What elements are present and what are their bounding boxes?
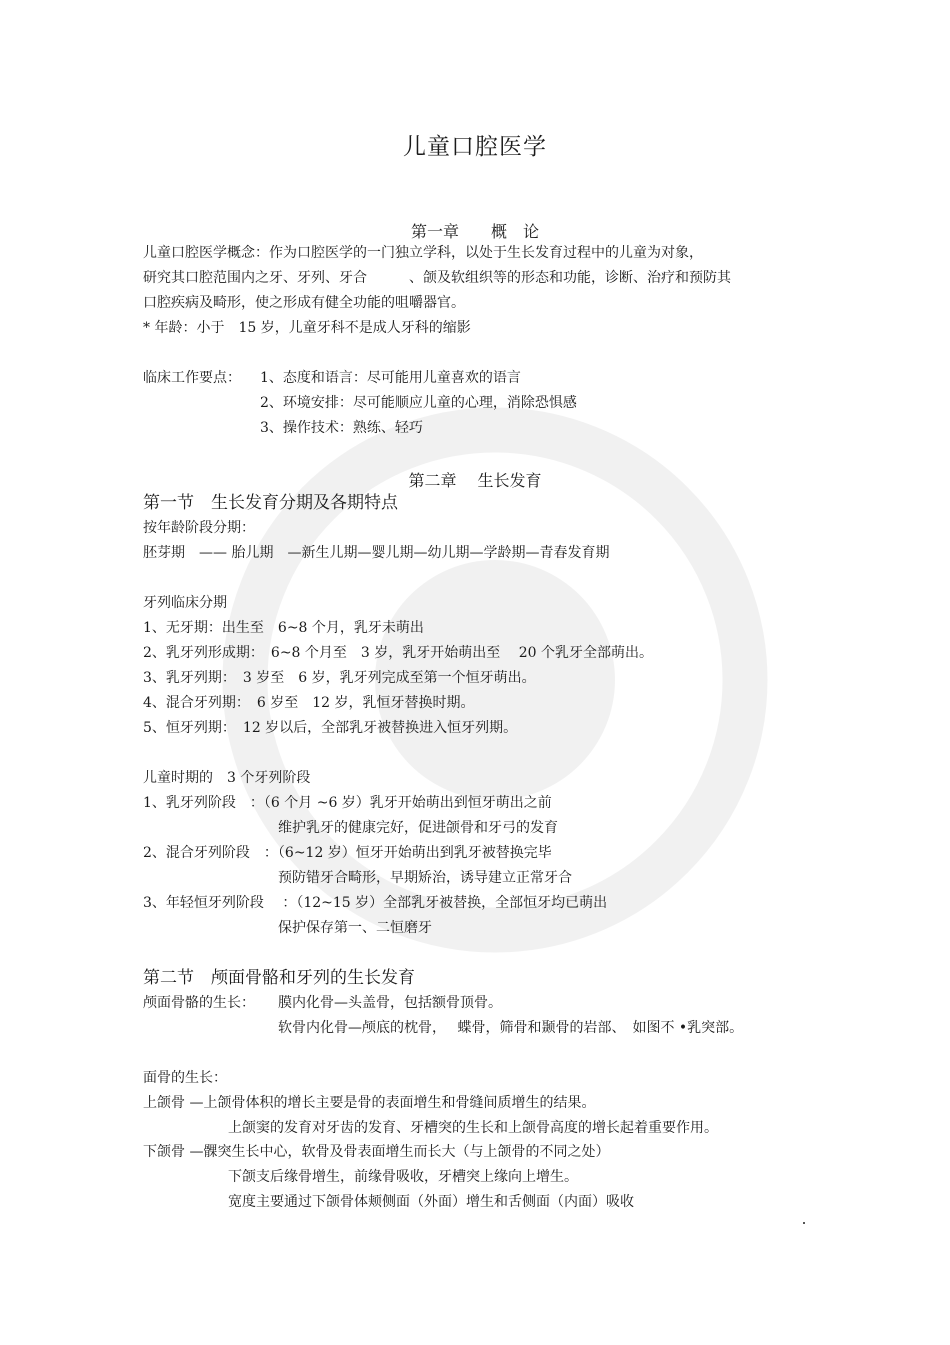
upper-jaw-line-1: 上颌骨 —上颌骨体积的增长主要是骨的表面增生和骨缝间质增生的结果。: [143, 1095, 596, 1111]
stage-1-name: 1、乳牙列阶段 ：（6 个月 ~6 岁）乳牙开始萌出到恒牙萌出之前: [143, 795, 552, 811]
lower-jaw-line-1: 下颌骨 —髁突生长中心，软骨及骨表面增生而长大（与上颌骨的不同之处）: [143, 1144, 610, 1160]
three-stages-label: 儿童时期的 3 个牙列阶段: [143, 770, 311, 786]
stage-1-note: 维护乳牙的健康完好，促进颌骨和牙弓的发育: [278, 820, 558, 836]
concept-line-2: 研究其口腔范围内之牙、牙列、牙合 、颌及软组织等的形态和功能，诊断、治疗和预防其: [143, 270, 731, 286]
chapter-1-heading: 第一章 概 论: [410, 222, 539, 241]
dentition-stage-1: 1、无牙期：出生至 6~8 个月，乳牙未萌出: [143, 620, 424, 636]
lower-jaw-line-2: 下颌支后缘骨增生，前缘骨吸收，牙槽突上缘向上增生。: [228, 1169, 578, 1185]
stage-3-note: 保护保存第一、二恒磨牙: [278, 920, 432, 936]
stage-3-name: 3、年轻恒牙列阶段 ：（12~15 岁）全部乳牙被替换，全部恒牙均已萌出: [143, 895, 608, 911]
dentition-stage-2: 2、乳牙列形成期： 6~8 个月至 3 岁，乳牙开始萌出至 20 个乳牙全部萌出。: [143, 645, 653, 661]
dentition-stage-5: 5、恒牙列期： 12 岁以后，全部乳牙被替换进入恒牙列期。: [143, 720, 518, 736]
skull-line-1: 膜内化骨—头盖骨，包括额骨顶骨。: [278, 995, 502, 1011]
lower-jaw-line-3: 宽度主要通过下颌骨体颊侧面（外面）增生和舌侧面（内面）吸收: [228, 1194, 634, 1210]
chapter-2-heading: 第二章 生长发育: [408, 471, 542, 490]
concept-line-1: 儿童口腔医学概念：作为口腔医学的一门独立学科，以处于生长发育过程中的儿童为对象，: [143, 245, 703, 261]
concept-line-3: 口腔疾病及畸形，使之形成有健全功能的咀嚼器官。: [143, 295, 465, 311]
skull-label: 颅面骨骼的生长：: [143, 995, 255, 1011]
age-stages: 胚芽期 —— 胎儿期 —新生儿期—婴儿期—幼儿期—学龄期—青春发育期: [143, 545, 610, 561]
face-label: 面骨的生长：: [143, 1070, 227, 1086]
age-stages-label: 按年龄阶段分期：: [143, 520, 255, 536]
dentition-stage-4: 4、混合牙列期： 6 岁至 12 岁，乳恒牙替换时期。: [143, 695, 475, 711]
stage-2-name: 2、混合牙列阶段 ：（6~12 岁）恒牙开始萌出到乳牙被替换完毕: [143, 845, 552, 861]
clinical-point-1: 1、态度和语言：尽可能用儿童喜欢的语言: [260, 370, 521, 386]
stage-2-note: 预防错牙合畸形，早期矫治，诱导建立正常牙合: [278, 870, 572, 886]
dentition-label: 牙列临床分期: [143, 595, 227, 611]
section-1-heading: 第一节 生长发育分期及各期特点: [143, 493, 398, 513]
skull-line-2: 软骨内化骨—颅底的枕骨， 蝶骨，筛骨和颞骨的岩部、 如图不 •乳突部。: [278, 1020, 744, 1036]
page-speck: [803, 1222, 805, 1224]
section-2-heading: 第二节 颅面骨骼和牙列的生长发育: [143, 968, 415, 988]
upper-jaw-line-2: 上颌窦的发育对牙齿的发育、牙槽突的生长和上颌骨高度的增长起着重要作用。: [228, 1120, 718, 1136]
clinical-point-2: 2、环境安排：尽可能顺应儿童的心理，消除恐惧感: [260, 395, 577, 411]
clinical-label: 临床工作要点：: [143, 370, 241, 386]
age-note: * 年龄：小于 15 岁，儿童牙科不是成人牙科的缩影: [143, 320, 471, 336]
page-title: 儿童口腔医学: [403, 134, 547, 160]
clinical-point-3: 3、操作技术：熟练、轻巧: [260, 420, 423, 436]
dentition-stage-3: 3、乳牙列期： 3 岁至 6 岁，乳牙列完成至第一个恒牙萌出。: [143, 670, 536, 686]
